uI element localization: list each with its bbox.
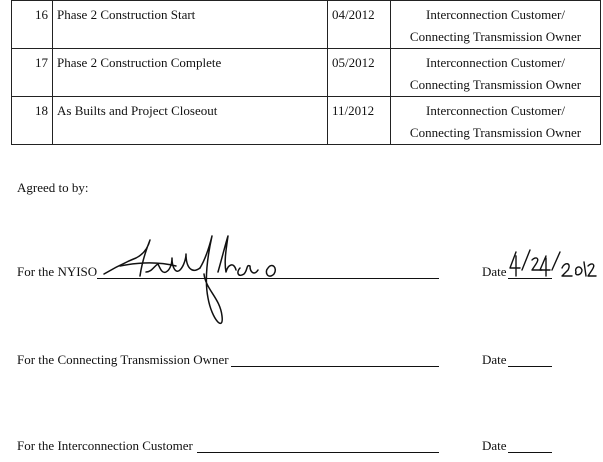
ic-date-line[interactable]: [508, 452, 552, 453]
ic-signature-line[interactable]: [197, 452, 439, 453]
milestone-table: [11, 0, 601, 145]
ic-label: For the Interconnection Customer: [17, 438, 193, 453]
nyiso-signature-icon: [100, 228, 320, 338]
milestone-number: 18: [12, 97, 53, 145]
milestone-description: Phase 2 Construction Complete: [53, 49, 328, 97]
cto-date-label: Date: [482, 352, 507, 367]
responsible-line-1: Interconnection Customer/: [426, 103, 565, 118]
milestone-description: As Builts and Project Closeout: [53, 97, 328, 145]
cto-signature-line[interactable]: [231, 366, 439, 367]
handwritten-date-icon: [508, 248, 598, 288]
table-row: [12, 1, 601, 49]
milestone-date: 04/2012: [328, 1, 391, 49]
responsible-line-2: Connecting Transmission Owner: [409, 29, 582, 44]
milestone-date: 05/2012: [328, 49, 391, 97]
responsible-line-1: Interconnection Customer/: [426, 55, 565, 70]
nyiso-label: For the NYISO: [17, 264, 98, 279]
table-row: [12, 49, 601, 97]
milestone-number: 16: [12, 1, 53, 49]
responsible-line-2: Connecting Transmission Owner: [409, 77, 582, 92]
milestone-responsible: [391, 49, 601, 97]
milestone-description: Phase 2 Construction Start: [53, 1, 328, 49]
nyiso-date-label: Date: [482, 264, 507, 279]
cto-label: For the Connecting Transmission Owner: [17, 352, 229, 367]
cto-date-line[interactable]: [508, 366, 552, 367]
milestone-responsible: [391, 97, 601, 145]
table-row: [12, 97, 601, 145]
milestone-responsible: [391, 1, 601, 49]
agreed-heading: Agreed to by:: [17, 180, 89, 195]
responsible-line-2: Connecting Transmission Owner: [409, 125, 582, 140]
ic-date-label: Date: [482, 438, 507, 453]
milestone-number: 17: [12, 49, 53, 97]
milestone-date: 11/2012: [328, 97, 391, 145]
responsible-line-1: Interconnection Customer/: [426, 7, 565, 22]
